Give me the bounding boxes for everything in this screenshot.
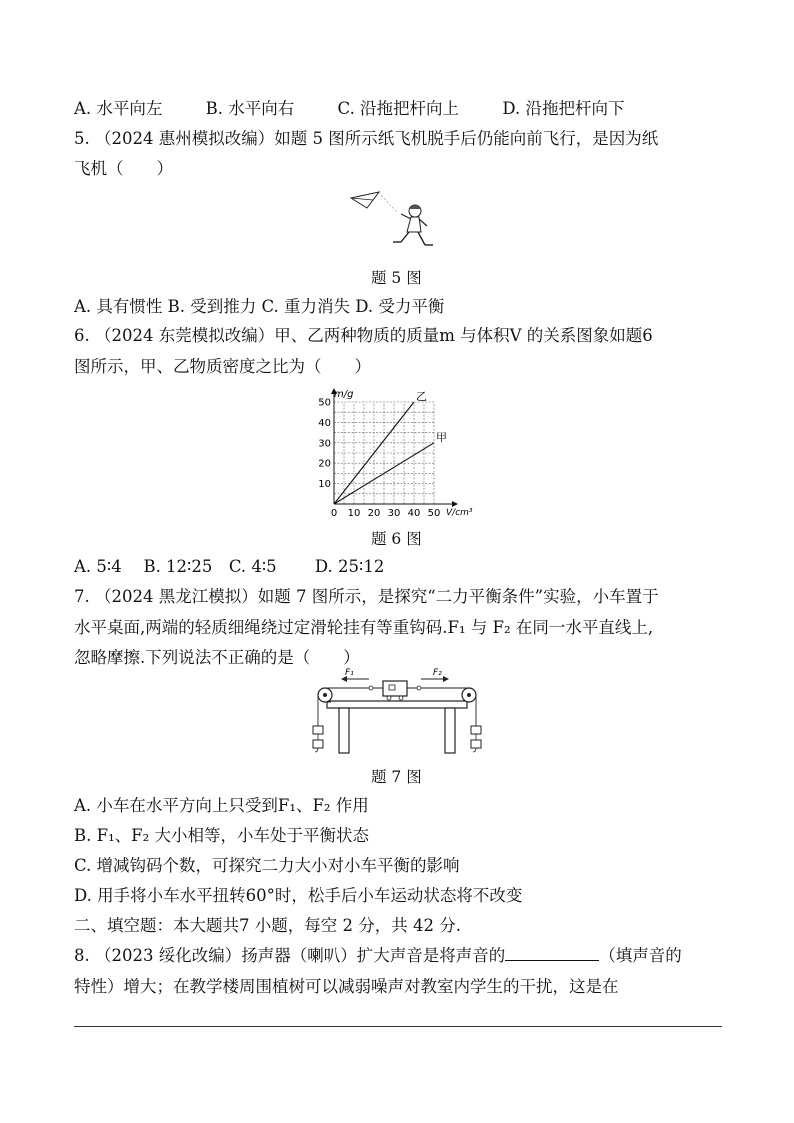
y-tick-label: 50	[318, 397, 331, 409]
chart-axes	[331, 388, 458, 507]
section-heading: 二、填空题：本大题共7 小题，每空 2 分，共 42 分.	[74, 916, 461, 935]
q7-stem-line3: 忽略摩擦.下列说法不正确的是（ ）	[74, 648, 360, 667]
series-label: 乙	[416, 390, 427, 403]
page-footer-rule	[74, 1026, 722, 1027]
q7-option-d: D. 用手将小车水平扭转60°时，松手后小车运动状态将不改变	[74, 886, 523, 905]
chart-grid	[334, 402, 434, 504]
x-tick-label: 10	[347, 508, 361, 519]
x-tick-label: 0	[330, 508, 338, 519]
q6-stem-line2: 图所示，甲、乙物质密度之比为（ ）	[74, 357, 371, 376]
q4-options	[74, 99, 624, 119]
q7-option-a: A. 小车在水平方向上只受到F₁、F₂ 作用	[74, 796, 369, 815]
density-chart	[310, 384, 485, 524]
q7-stem-line1: 7. （2024 黑龙江模拟）如题 7 图所示，是探究“二力平衡条件”实验，小车置于	[74, 587, 659, 606]
q4-option-b: B. 水平向右	[205, 99, 295, 118]
q6-options: A. 5∶4 B. 12∶25 C. 4∶5 D. 25∶12	[74, 557, 385, 576]
q5-stem-line2: 飞机（ ）	[74, 159, 173, 178]
q8-text-after-blank: （填声音的	[599, 946, 682, 965]
series-label: 甲	[436, 430, 447, 444]
q8-stem-line2: 特性）增大；在教学楼周围植树可以减弱噪声对教室内学生的干扰，这是在	[74, 977, 619, 996]
x-tick-label: 50	[427, 508, 441, 519]
q4-option-d: D. 沿拖把杆向下	[502, 99, 625, 118]
q7-stem-line2: 水平桌面,两端的轻质细绳绕过定滑轮挂有等重钩码.F₁ 与 F₂ 在同一水平直线上,	[74, 618, 654, 637]
x-axis-arrow	[452, 501, 458, 507]
force-f2-label: F₂	[433, 668, 442, 678]
two-force-balance-figure	[305, 668, 490, 763]
y-tick-label: 30	[318, 438, 331, 450]
q4-option-a: A. 水平向左	[74, 99, 163, 118]
chart-series	[334, 390, 447, 504]
q5-stem-line1: 5. （2024 惠州模拟改编）如题 5 图所示纸飞机脱手后仍能向前飞行，是因为纸	[74, 129, 659, 148]
x-axis-label: V/cm³	[446, 508, 473, 518]
x-tick-label: 30	[387, 508, 401, 519]
q8-stem-line1	[74, 946, 682, 966]
y-tick-label: 20	[318, 458, 331, 470]
q6-figure-caption: 题 6 图	[371, 530, 422, 548]
y-axis-label: m/g	[334, 389, 354, 400]
y-tick-label: 40	[318, 417, 331, 429]
q7-option-b: B. F₁、F₂ 大小相等，小车处于平衡状态	[74, 826, 369, 845]
y-tick-label: 10	[318, 479, 331, 491]
q8-answer-blank[interactable]	[505, 946, 599, 961]
q8-text-before-blank: 8. （2023 绥化改编）扬声器（喇叭）扩大声音是将声音的	[74, 946, 506, 965]
q7-option-c: C. 增减钩码个数，可探究二力大小对小车平衡的影响	[74, 856, 460, 875]
q6-stem-line1: 6. （2024 东莞模拟改编）甲、乙两种物质的质量m 与体积V 的关系图象如题6	[74, 326, 653, 345]
q4-option-c: C. 沿拖把杆向上	[337, 99, 460, 118]
force-f1-label: F₁	[345, 668, 354, 678]
q7-figure-caption: 题 7 图	[371, 768, 422, 786]
q5-figure-caption: 题 5 图	[371, 269, 422, 287]
q5-options: A. 具有惯性 B. 受到推力 C. 重力消失 D. 受力平衡	[74, 297, 445, 316]
paper-plane-figure	[345, 190, 445, 260]
x-tick-label: 40	[407, 508, 421, 519]
x-tick-label: 20	[367, 508, 381, 519]
